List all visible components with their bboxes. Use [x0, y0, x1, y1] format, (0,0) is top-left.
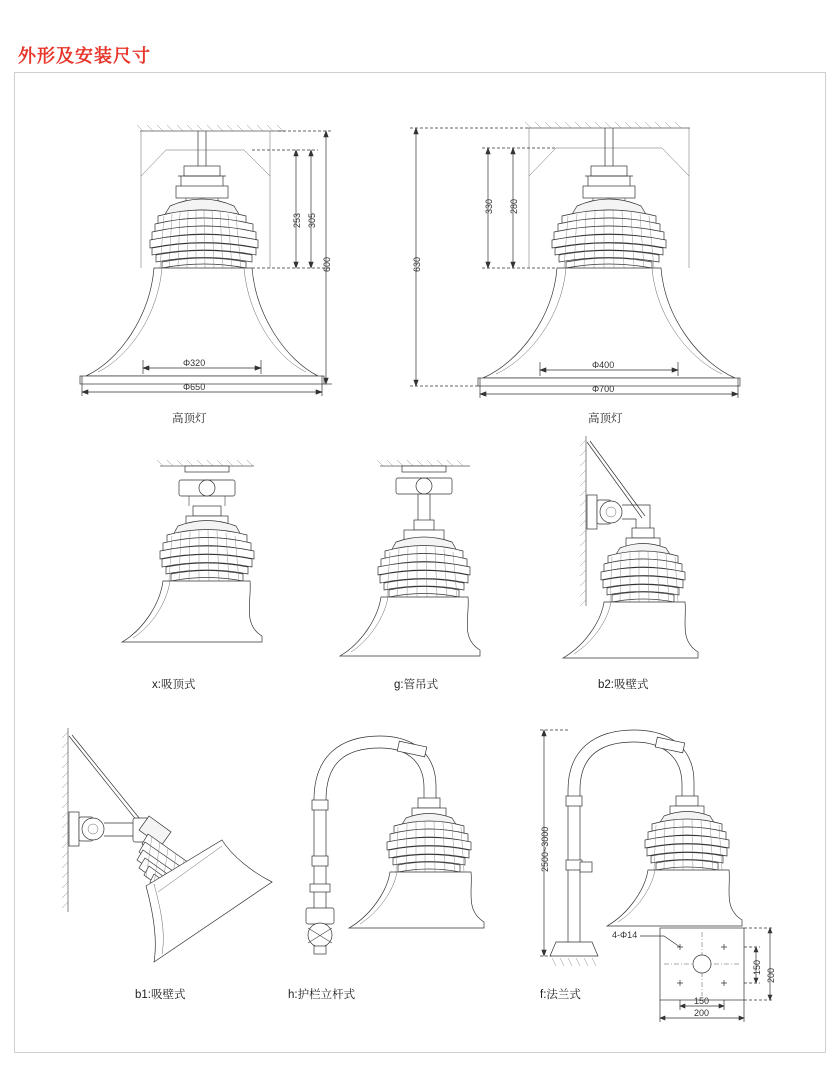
dim-inner-height-253: 253	[292, 212, 302, 228]
dim-upper-diameter-320: Φ320	[183, 358, 206, 368]
caption-wall-mount-b1: b1:吸壁式	[135, 989, 186, 1001]
dim-inner-height-305: 305	[307, 212, 317, 228]
dim-upper-diameter-400: Φ400	[592, 360, 615, 370]
caption-high-bay-630: 高顶灯	[588, 413, 623, 425]
caption-high-bay-600: 高顶灯	[172, 413, 207, 425]
dim-lower-diameter-650: Φ650	[183, 382, 206, 392]
page-title: 外形及安装尺寸	[18, 46, 151, 66]
dim-inner-height-330: 330	[484, 198, 494, 214]
caption-flange-mount: f:法兰式	[540, 989, 581, 1001]
dim-lower-diameter-700: Φ700	[592, 384, 615, 394]
dim-plate-inner-150-h: 150	[694, 996, 710, 1006]
dim-plate-outer-200-v: 200	[766, 967, 776, 983]
caption-pipe-pendant: g:管吊式	[394, 679, 439, 691]
dim-overall-height-630: 630	[412, 256, 422, 272]
dim-bolt-spec: 4-Φ14	[612, 930, 638, 940]
caption-ceiling-mount: x:吸顶式	[152, 679, 196, 691]
caption-guardrail-pole: h:护栏立杆式	[288, 989, 356, 1001]
dim-inner-height-280: 280	[509, 198, 519, 214]
caption-wall-mount-b2: b2:吸壁式	[598, 679, 649, 691]
dim-pole-height-range: 2500~3000	[540, 826, 550, 872]
dim-plate-outer-200-h: 200	[694, 1008, 710, 1018]
dim-plate-inner-150-v: 150	[752, 959, 762, 975]
dim-overall-height-600: 600	[322, 256, 332, 272]
